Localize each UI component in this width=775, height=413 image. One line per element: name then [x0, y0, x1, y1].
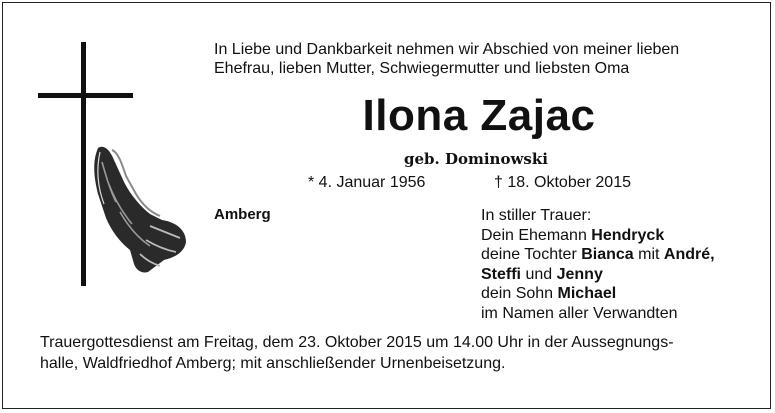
mourners-list: [481, 206, 715, 323]
mourner-line: Dein Ehemann Hendryck: [481, 226, 665, 244]
mourners-intro: In stiller Trauer:: [481, 207, 592, 224]
service-line: Trauergottesdienst am Freitag, dem 23. Oktober 2015 um 14.00 Uhr in der Aussegnungs-: [40, 334, 674, 351]
intro-line: Ehefrau, lieben Mutter, Schwiegermutter und liebsten Oma: [214, 60, 630, 77]
praying-hands-icon: [90, 142, 190, 274]
death-date: † 18. Oktober 2015: [494, 174, 631, 191]
mourner-line: dein Sohn Michael: [481, 285, 617, 302]
mourner-line: im Namen aller Verwandten: [481, 304, 678, 322]
maiden-name: geb. Dominowski: [404, 150, 548, 168]
place: Amberg: [214, 206, 271, 223]
birth-date: * 4. Januar 1956: [308, 174, 426, 191]
service-info: [40, 333, 750, 374]
mourner-line: deine Tochter Bianca mit André,: [481, 246, 715, 263]
deceased-name: Ilona Zajac: [362, 91, 596, 140]
intro-line: In Liebe und Dankbarkeit nehmen wir Abschied von meiner lieben: [214, 41, 680, 58]
mourner-line: Steffi und Jenny: [481, 265, 603, 283]
service-line: halle, Waldfriedhof Amberg; mit anschließender Urnenbeisetzung.: [40, 354, 506, 372]
intro-text: [214, 40, 754, 78]
